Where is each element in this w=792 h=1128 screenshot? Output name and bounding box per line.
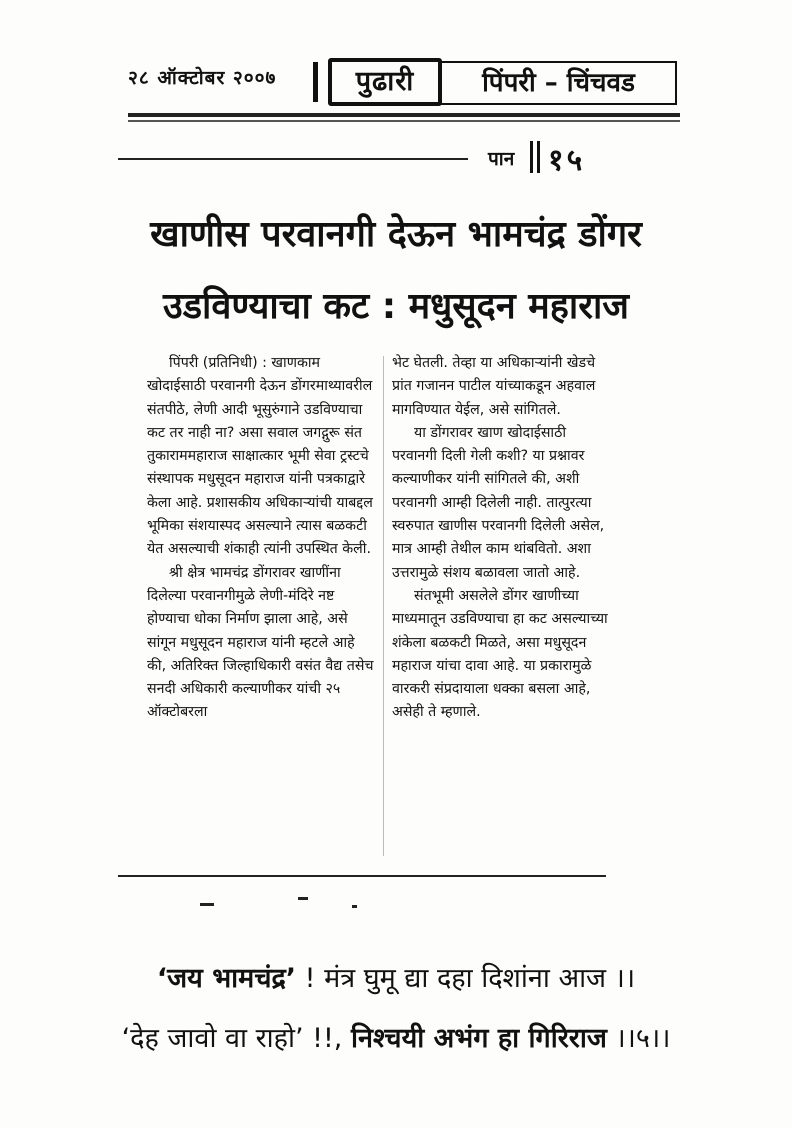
article-column-left [147,352,375,725]
masthead-rule-thin [128,120,680,122]
verse-text: ! मंत्र घुमू द्या दहा दिशांना आज ।। [304,963,636,994]
publication-date: २८ ऑक्टोबर २००७ [128,67,277,89]
verse-line-1 [0,958,792,995]
article-column-right [392,352,612,725]
newspaper-name: पुढारी [328,58,442,106]
masthead-divider [313,62,318,102]
article-paragraph: श्री क्षेत्र भामचंद्र डोंगरावर खाणींना दिलेल्या परवानगीमुळे लेणी-मंदिरे नष्ट होण्याचा धोका निर्माण झाला आहे, असे सांगून मधुसूदन महाराज यांनी म्हटले आहे की, अतिरिक्त जिल्हाधिकारी वसंत वैद्य तसेच सनदी अधिकारी कल्याणीकर यांची २५ ऑक्टोबरला [147,564,374,721]
verse-end-mark: ।।५।। [615,1023,671,1054]
article-paragraph: भेट घेतली. तेव्हा या अधिकाऱ्यांनी खेडचे प्रांत गजानन पाटील यांच्याकडून अहवाल मागविण्यात येईल, असे सांगितले. [392,355,596,418]
scan-speck [352,905,357,908]
headline-line-1: खाणीस परवानगी देऊन भामचंद्र डोंगर [150,214,642,255]
scan-speck [200,903,214,906]
verse-line-2 [0,1018,792,1055]
article-paragraph: पिंपरी (प्रतिनिधी) : खाणकाम खोदाईसाठी परवानगी देऊन डोंगरमाथ्यावरील संतपीठे, लेणी आदी भूसुरुंगाने उडविण्याचा कट तर नाही ना? असा सवाल जगद्गुरू संत तुकाराममहाराज साक्षात्कार भूमी सेवा ट्रस्टचे संस्थापक मधुसूदन महाराज यांनी पत्रकाद्वारे केला आहे. प्रशासकीय अधिकाऱ्यांची याबद्दल भूमिका संशयास्पद असल्याने त्यास बळकटी येत असल्याची शंकाही त्यांनी उपस्थित केली. [147,355,373,558]
page-label: पान [488,148,515,170]
verse-quote: ‘देह जावो वा राहो’ !!, [121,1023,343,1054]
article-paragraph: संतभूमी असलेले डोंगर खाणीच्या माध्यमातून उडविण्याचा हा कट असल्याच्या शंकेला बळकटी मिळते, असा मधुसूदन महाराज यांचा दावा आहे. या प्रकारामुळे वारकरी संप्रदायाला धक्का बसला आहे, असेही ते म्हणाले. [392,587,608,721]
scan-speck [298,897,308,900]
headline-line-2: उडविण्याचा कट : मधुसूदन महाराज [163,286,629,327]
page-rule [118,158,468,160]
page-number: १५ [548,143,586,178]
verse-bold-text: निश्चयी अभंग हा गिरिराज [350,1023,607,1054]
page-number-bars [530,141,540,173]
masthead-rule [128,113,680,117]
article-bottom-rule [118,875,606,877]
article-paragraph: या डोंगरावर खाण खोदाईसाठी परवानगी दिली गेली कशी? या प्रश्नावर कल्याणीकर यांनी सांगितले की, अशी परवानगी आम्ही दिलेली नाही. तात्पुरत्या स्वरुपात खाणीस परवानगी दिलेली असेल, मात्र आम्ही तेथील काम थांबवितो. अशा उत्तरामुळे संशय बळावला जातो आहे. [392,424,605,581]
column-divider [383,356,384,856]
verse-chant: ‘जय भामचंद्र’ [156,963,297,994]
edition-name: पिंपरी – चिंचवड [440,61,677,105]
